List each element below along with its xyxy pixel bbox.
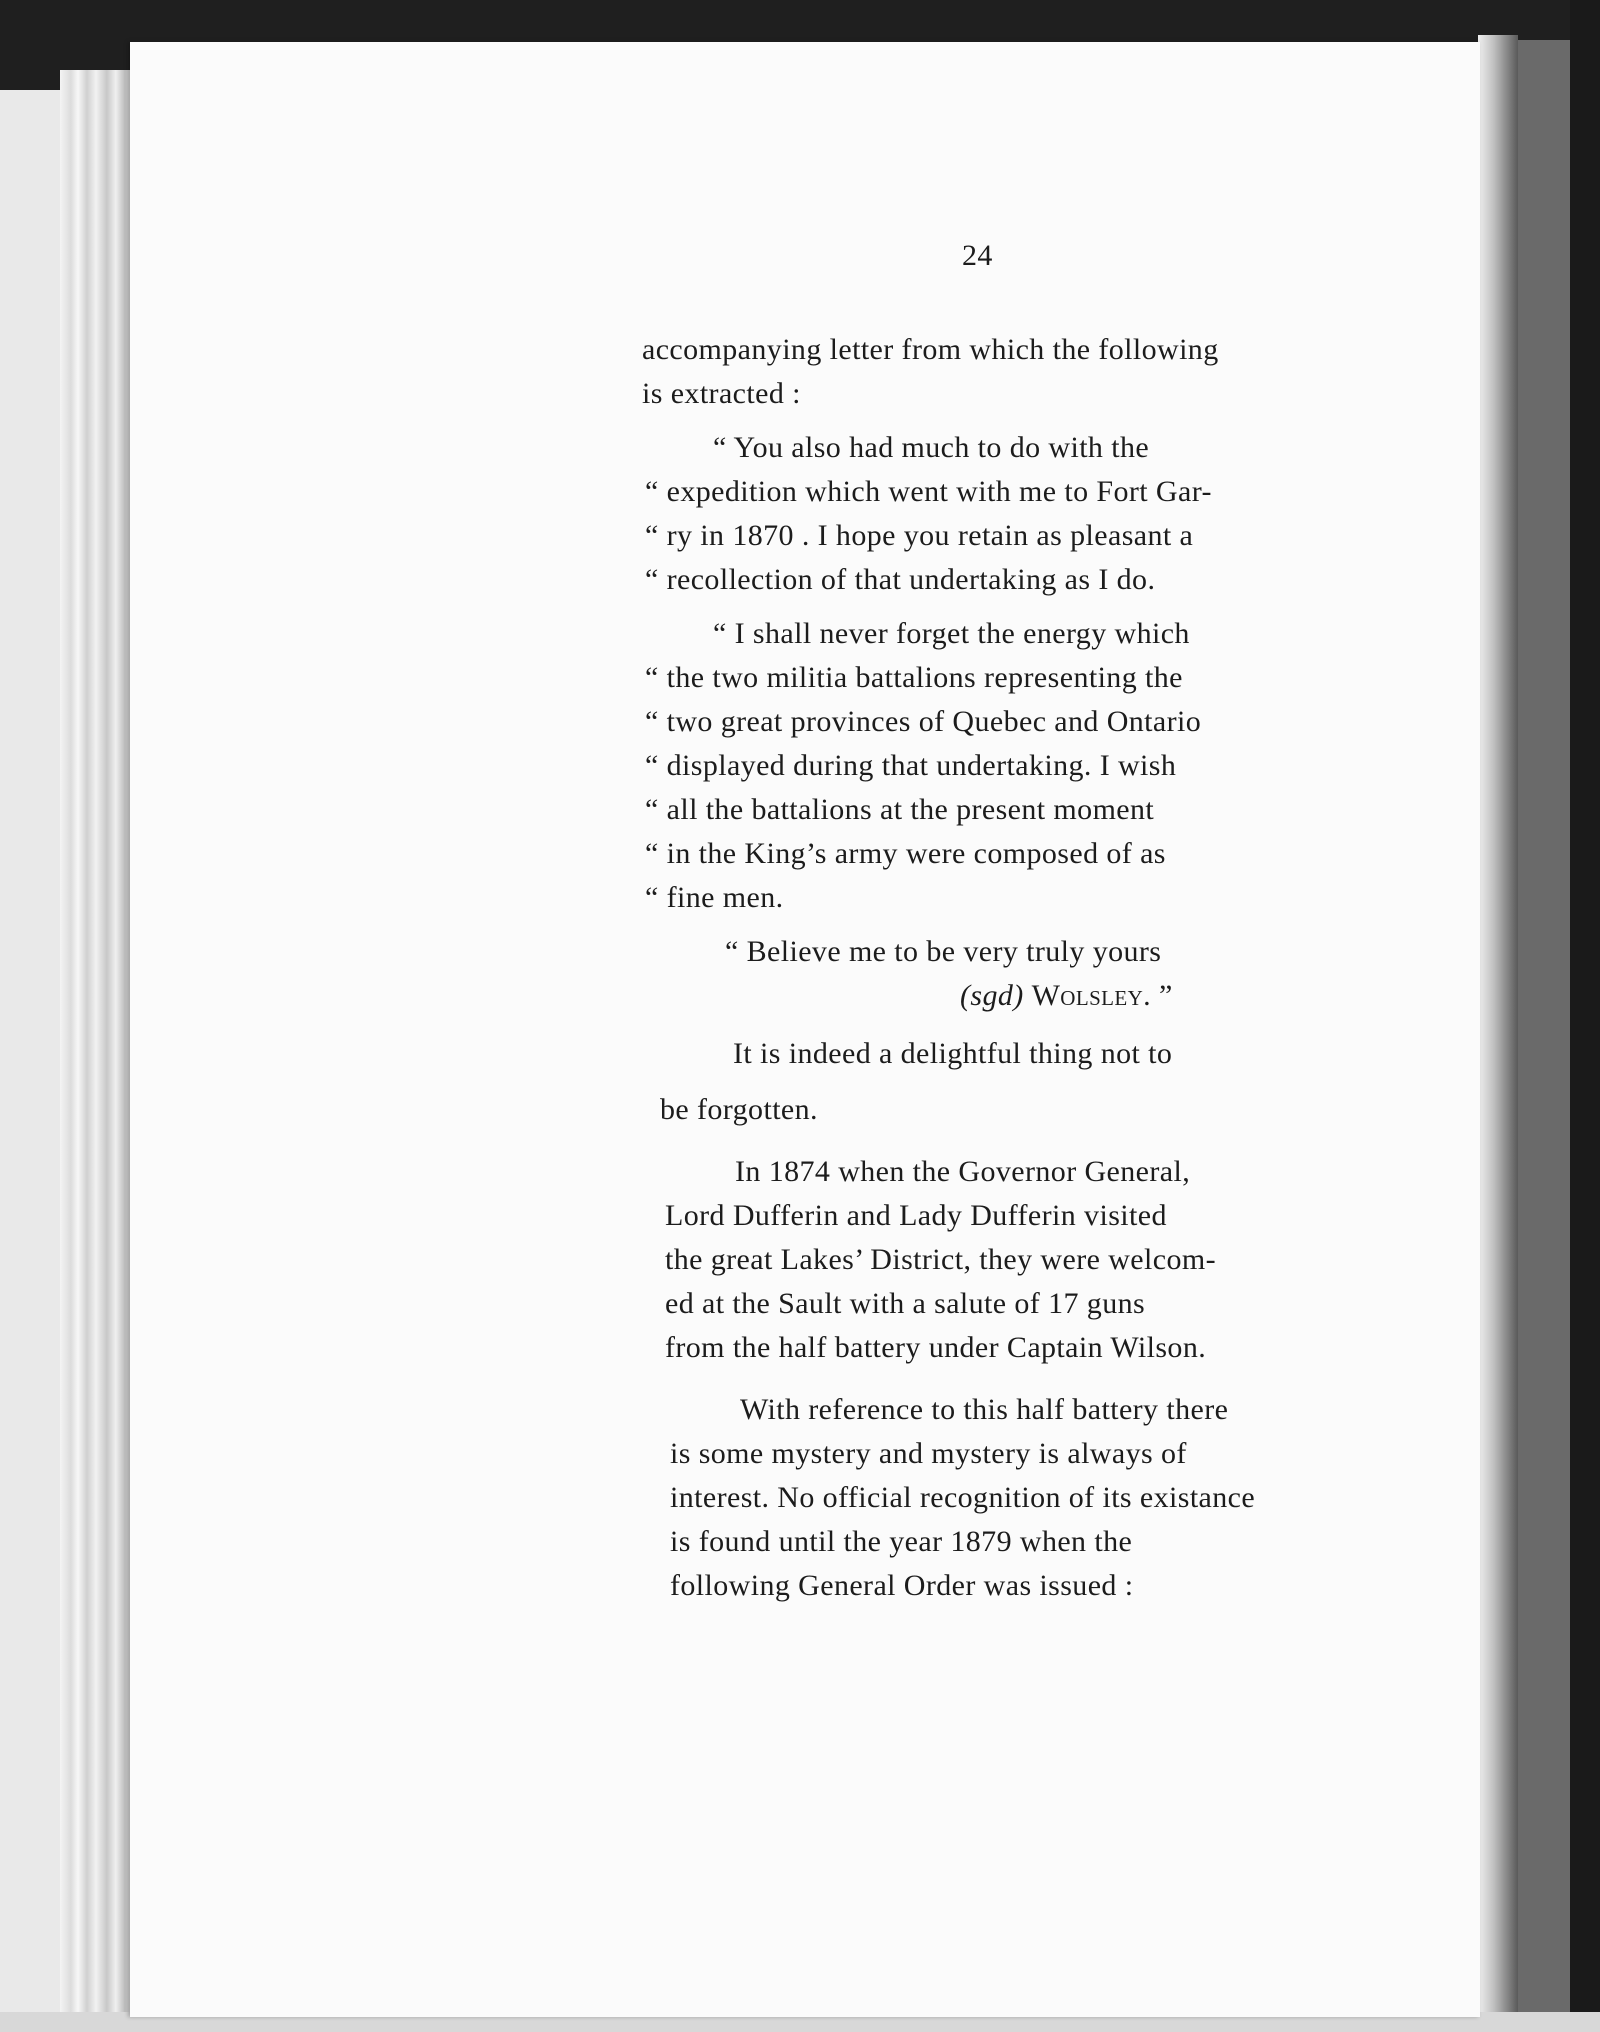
text-line: “ recollection of that undertaking as I do. bbox=[645, 563, 1156, 596]
text-line: “ in the King’s army were composed of as bbox=[645, 837, 1166, 870]
text-line: ed at the Sault with a salute of 17 guns bbox=[665, 1287, 1146, 1320]
text-line: It is indeed a delightful thing not to bbox=[733, 1037, 1173, 1070]
book-page bbox=[130, 42, 1480, 2017]
text-line: “ displayed during that undertaking. I wish bbox=[645, 749, 1177, 782]
text-line: is extracted : bbox=[642, 377, 801, 410]
text-line: be forgotten. bbox=[660, 1093, 818, 1126]
text-line: “ expedition which went with me to Fort Gar- bbox=[645, 475, 1212, 508]
facing-page-edge bbox=[1478, 35, 1518, 2030]
signature-prefix: (sgd) bbox=[960, 979, 1024, 1012]
text-line: With reference to this half battery there bbox=[740, 1393, 1229, 1426]
text-line: Lord Dufferin and Lady Dufferin visited bbox=[665, 1199, 1167, 1232]
text-line: In 1874 when the Governor General, bbox=[735, 1155, 1191, 1188]
text-line: “ I shall never forget the energy which bbox=[713, 617, 1190, 650]
text-line: “ the two militia battalions representing the bbox=[645, 661, 1183, 694]
text-line: “ all the battalions at the present moment bbox=[645, 793, 1155, 826]
page-number: 24 bbox=[962, 239, 993, 272]
text-line: “ You also had much to do with the bbox=[713, 431, 1150, 464]
text-line: “ Believe me to be very truly yours bbox=[725, 935, 1162, 968]
text-line: “ two great provinces of Quebec and Ontario bbox=[645, 705, 1202, 738]
text-line: following General Order was issued : bbox=[670, 1569, 1134, 1602]
scan-border-right bbox=[1570, 0, 1600, 2032]
text-line: “ fine men. bbox=[645, 881, 784, 914]
text-line: is some mystery and mystery is always of bbox=[670, 1437, 1187, 1470]
text-line: is found until the year 1879 when the bbox=[670, 1525, 1133, 1558]
text-line: the great Lakes’ District, they were welcom- bbox=[665, 1243, 1216, 1276]
signature bbox=[960, 974, 1173, 1017]
facing-page-shadow bbox=[1518, 40, 1570, 2030]
text-line: interest. No official recognition of its existance bbox=[670, 1481, 1256, 1514]
signature-name: Wolsley. ” bbox=[1031, 979, 1173, 1012]
text-line: accompanying letter from which the following bbox=[642, 333, 1219, 366]
text-line: “ ry in 1870 . I hope you retain as pleasant a bbox=[645, 519, 1194, 552]
text-line: from the half battery under Captain Wilson. bbox=[665, 1331, 1207, 1364]
